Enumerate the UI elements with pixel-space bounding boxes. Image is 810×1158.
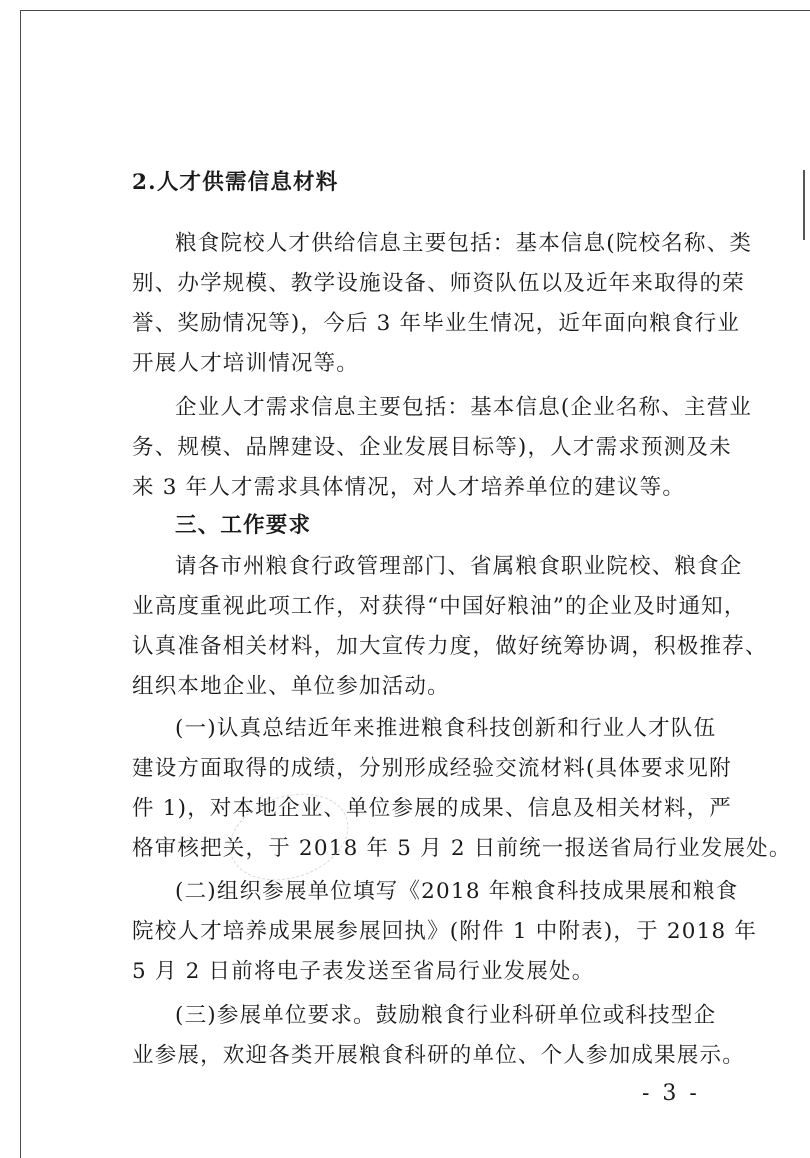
supply-line-3: 誉、奖励情况等)，今后 3 年毕业生情况，近年面向粮食行业 — [132, 311, 741, 336]
request-line-3: 认真准备相关材料，加大宣传力度，做好统筹协调，积极推荐、 — [132, 634, 768, 659]
supply-line-4: 开展人才培训情况等。 — [132, 351, 360, 376]
request-line-2: 业高度重视此项工作，对获得“中国好粮油”的企业及时通知， — [132, 594, 747, 619]
item-1-line-4: 格审核把关，于 2018 年 5 月 2 日前统一报送省局行业发展处。 — [132, 836, 792, 861]
item-2-line-3: 5 月 2 日前将电子表发送至省局行业发展处。 — [132, 959, 595, 984]
item-1-line-2: 建设方面取得的成绩，分别形成经验交流材料(具体要求见附 — [132, 756, 732, 781]
item-2-line-2: 院校人才培养成果展参展回执》(附件 1 中附表)，于 2018 年 — [132, 919, 758, 944]
supply-line-1: 粮食院校人才供给信息主要包括：基本信息(院校名称、类 — [175, 231, 753, 256]
demand-line-3: 来 3 年人才需求具体情况，对人才培养单位的建议等。 — [132, 475, 686, 500]
item-1-line-3: 件 1)，对本地企业、单位参展的成果、信息及相关材料，严 — [132, 796, 733, 821]
item-1-line-1: (一)认真总结近年来推进粮食科技创新和行业人才队伍 — [175, 716, 717, 741]
section-3-heading: 三、工作要求 — [175, 513, 312, 538]
section-2-heading: 2.人才供需信息材料 — [132, 170, 339, 195]
request-line-4: 组织本地企业、单位参加活动。 — [132, 674, 450, 699]
page-number: - 3 - — [642, 1081, 700, 1106]
item-3-line-1: (三)参展单位要求。鼓励粮食行业科研单位或科技型企 — [175, 1003, 717, 1028]
item-2-line-1: (二)组织参展单位填写《2018 年粮食科技成果展和粮食 — [175, 879, 739, 904]
scan-left-edge — [20, 10, 21, 1158]
scan-top-edge — [20, 10, 810, 11]
scan-right-mark — [803, 170, 805, 240]
request-line-1: 请各市州粮食行政管理部门、省属粮食职业院校、粮食企 — [175, 554, 743, 579]
demand-line-2: 务、规模、品牌建设、企业发展目标等)，人才需求预测及未 — [132, 435, 732, 460]
demand-line-1: 企业人才需求信息主要包括：基本信息(企业名称、主营业 — [175, 395, 753, 420]
supply-line-2: 别、办学规模、教学设施设备、师资队伍以及近年来取得的荣 — [132, 271, 745, 296]
item-3-line-2: 业参展，欢迎各类开展粮食科研的单位、个人参加成果展示。 — [132, 1043, 745, 1068]
